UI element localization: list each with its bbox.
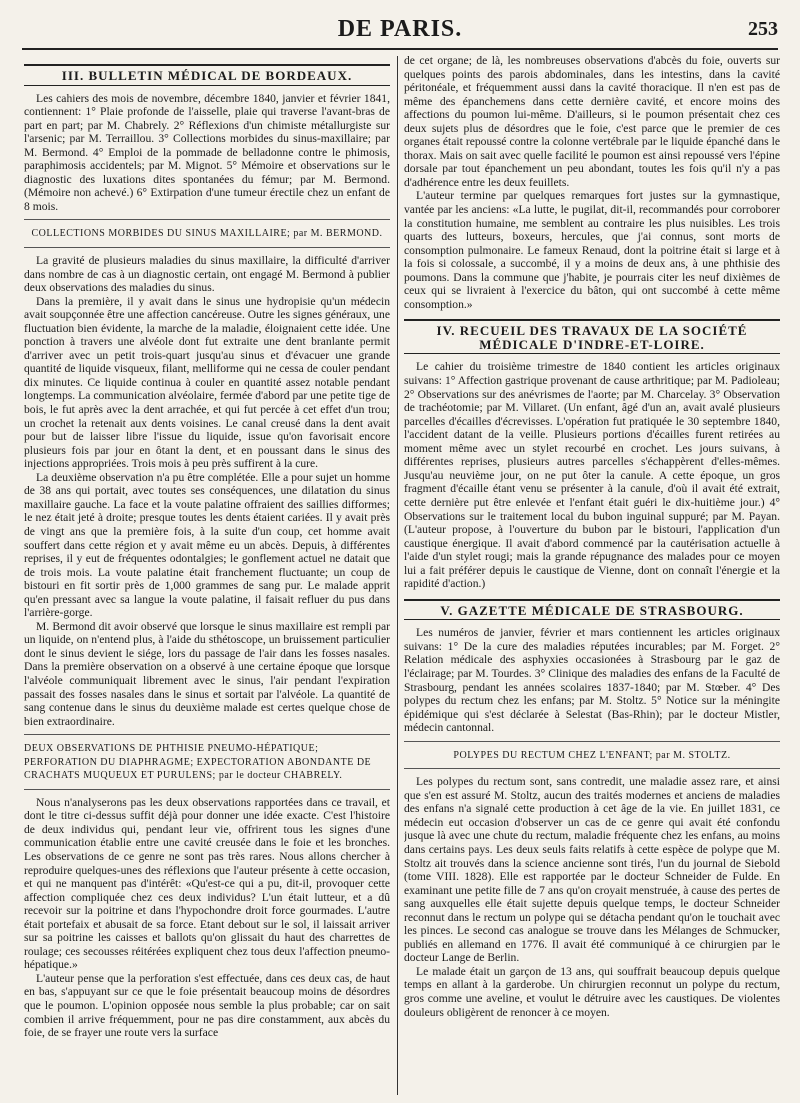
section-title-indre-et-loire: IV. RECUEIL DES TRAVAUX DE LA SOCIÉTÉ MÉDICALE D'INDRE-ET-LOIRE. (404, 319, 780, 354)
paragraph: Les cahiers des mois de novembre, décembre 1840, janvier et février 1841, contiennent: 1° Plaie profonde de l'aisselle, plaie qui traverse l'avant-bras de part en part; par M. Chabrely. 2° Réflexions d'un chimiste métallurgiste sur l'arsenic; par M. Terraillou. 3° Collections morbides du sinus-maxillaire; par M. Bermond. 4° Emploi de la pommade de belladonne contre le phimosis, paraphimosis accidentels; par M. Mignot. 5° Mémoire et observations sur le diagnostic des luxations dites spontanées du fémur; par M. Bermond. (Mémoire non achevé.) 6° Extirpation d'une tumeur érectile chez un enfant de 8 mois. (24, 91, 390, 213)
subheading-phthisie: DEUX OBSERVATIONS DE PHTHISIE PNEUMO-HÉPATIQUE; PERFORATION DU DIAPHRAGME; EXPECTORATION ABONDANTE DE CRACHATS MUQUEUX ET PURULENS; par le docteur CHABRELY. (24, 743, 372, 782)
running-title: DE PARIS. (337, 16, 463, 42)
right-column (404, 54, 780, 1097)
divider (404, 768, 780, 769)
paragraph: M. Bermond dit avoir observé que lorsque le sinus maxillaire est rempli par un liquide, on n'entend plus, à l'aide du sthétoscope, un bruissement particulier dont le sinus devient le siége, lors du passage de l'air dans les fosses nasales. Dans la première observation on a observé à une certaine époque que lorsque l'alvéole communiquait librement avec le sinus, l'air pendant l'expiration passait des fosses nasales dans le sinus et sortait par l'alvéole. La quantité de sang contenue dans le sinus du deuxième malade est certes quelque chose de bien extraordinaire. (24, 619, 390, 728)
paragraph: L'auteur pense que la perforation s'est effectuée, dans ces deux cas, de haut en bas, s'appuyant sur ce que le foie présentait beaucoup moins de désordres que le poumon. L'opinion opposée nous semble la plus probable; car on sait combien il arrive fréquemment, pour ne pas dire constamment, aux abcès du foie, de se frayer une route vers la surface (24, 971, 390, 1040)
section-title-bordeaux: III. BULLETIN MÉDICAL DE BORDEAUX. (24, 64, 390, 86)
paragraph: Dans la première, il y avait dans le sinus une hydropisie qu'un médecin avait soupçonnée être une affection cancéreuse. Outre les signes généraux, une fluctuation bien évidente, la marche de la maladie, éloignaient cette idée. Une ponction à travers une alvéole dont fut extraite une dent branlante permit d'arriver avec un petit trois-quart jusqu'au sinus et d'évacuer une grande quantité de liquide visqueux, filant, melliforme qui ne cessa de couler pendant dix minutes. Ce liquide continua à couler en quantité assez notable pendant longtemps. La communication alvéolaire, fermée d'abord par une petite tige de bois, le fut après avec la dent arrachée, et qui fut percée à cet effet d'un trou; un crochet la retenait aux dents voisines. Le canal creusé dans la dent avait pour but de laisser libre l'issue du liquide, issue qu'on favorisait encore plusieurs fois par jour en ôtant la dent, et en poussant dans le sinus des injections appropriées. Trois mois à peu près suffirent à la cure. (24, 294, 390, 471)
paragraph: de cet organe; de là, les nombreuses observations d'abcès du foie, ouverts sur quelques points des parois abdominales, dans les intestins, dans la cavité péritonéale, et fréquemment aussi dans la cavité thoracique. Il n'en est pas de même des épanchemens dans cette dernière cavité, et encore moins des affections du poumon lui-même. D'ailleurs, si le poumon présentait chez ces deux sujets plus de désordres que le foie, c'est parce que le premier de ces organes était repoussé contre la colonne vertébrale par le liquide épanché dans le thorax. Mais on sait avec quelle facilité le poumon est ainsi repoussé vers l'épine dorsale par tout épanchement un peu abondant, toutes les fois qu'il n'y a pas d'adhérence entre les deux feuillets. (404, 54, 780, 189)
page-number: 253 (748, 18, 778, 40)
subheading-sinus: COLLECTIONS MORBIDES DU SINUS MAXILLAIRE; par M. BERMOND. (31, 228, 383, 240)
divider (24, 219, 390, 220)
divider (404, 741, 780, 742)
paragraph: Les polypes du rectum sont, sans contredit, une maladie assez rare, et ainsi que s'en est assuré M. Stoltz, aucun des traités modernes et anciens de maladies des enfans n'a signalé cette production à cet âge de la vie. En juillet 1831, ce médecin eut occasion d'observer un cas de ce genre qui avait été confondu jusque là avec une chute du rectum, maladie fréquente chez les enfans, au moins dans certains pays. Les deux seuls faits relatifs à cette espèce de polype que M. Stoltz ait trouvés dans la science ancienne sont tirés, l'un du journal de Siebold (tome VIII. 1828). Elle est rapportée par le docteur Schneider de Fulde. En examinant une petite fille de 7 ans qu'on croyait menstruée, à cause des pertes de sang auxquelles elle était sujette depuis quelque temps, le docteur Schneider reconnut dans le rectum un polype qui se détacha pendant qu'on le touchait avec les pinces. Le second cas analogue se trouve dans les Mélanges de Schmucker, publiés en allemand en 1776. Il avait été communiqué à ce chirurgien par le docteur Lange de Berlin. (404, 775, 780, 965)
divider (24, 734, 390, 735)
paragraph: Les numéros de janvier, février et mars contiennent les articles originaux suivans: 1° De la cure des maladies réputées incurables; par M. Forget. 2° Relation médicale des asphyxies occasionées à Strasbourg par le gaz de l'éclairage; par M. Tourdes. 3° Clinique des maladies des enfans de la Faculté de Strasbourg, pendant les années scolaires 1837-1840; par M. Stœber. 4° Des polypes du rectum chez les enfans; par M. Stoltz. 5° Notice sur la méningite épidémique qui s'est déclarée à Selestat (Bas-Rhin); par le docteur Mistler, médecin cantonnal. (404, 626, 780, 735)
paragraph: Le cahier du troisième trimestre de 1840 contient les articles originaux suivans: 1° Affection gastrique provenant de cause arthritique; par M. Padioleau; 2° Observations sur des anévrismes de l'aorte; par M. Charcelay. 3° Observation de trachéotomie; par M. Villaret. (Un enfant, âgé d'un an, avait avalé plusieurs parcelles d'écailles d'écrevisses. L'opération fut pratiquée le 30 septembre 1840, l'accident datant de la veille. Plusieurs portions d'écailles furent retirées au moment même avec un stylet recourbé en crochet. Les jours suivans, à différentes reprises, plusieurs autres parcelles s'échappèrent d'elles-mêmes. Jusqu'au neuvième jour, on ne put ôter la canule. A cette époque, un gros fragment d'écaille étant venu se présenter à la canule, d'où il avait été extrait, cette dernière put être enlevée et l'enfant était guéri le dix-huitième jour.) 4° Observations sur le traitement local du bubon inguinal suppuré; par M. Payan. (L'auteur propose, à l'ouverture du bubon par le bistouri, l'application d'un caustique énergique. Il avait d'abord commencé par la cautérisation actuelle à l'aide d'un stylet rougi; mais la grande répugnance des malades pour ce moyen lui a fait préférer depuis le caustique de Vienne, dont on connaît l'énergie et la rapidité d'action.) (404, 360, 780, 591)
paragraph: L'auteur termine par quelques remarques fort justes sur la gymnastique, vantée par les anciens: «La lutte, le pugilat, dit-il, recommandés pour corroborer la constitution humaine, me semblent au contraire les plus nuisibles. Les trois quarts des lutteurs, boxeurs, hercules, que j'ai connus, sont morts de consomption pulmonaire. Le fameux Renaud, dont la poitrine était si large et à la fois si colossale, a succombé, il y a moins de deux ans, à une phthisie des poumons. Dans la commune que j'habite, je pourrais citer les neuf dixièmes de ceux qui se livraient à l'exercice du bâton, qui ont succombé à cette même consomption.» (404, 189, 780, 311)
subheading-polypes: POLYPES DU RECTUM CHEZ L'ENFANT; par M. STOLTZ. (453, 749, 731, 761)
paragraph: Le malade était un garçon de 13 ans, qui souffrait beaucoup depuis quelque temps en allant à la garderobe. Un chirurgien reconnut un polype du rectum, gros comme une aveline, et voulut le détruire avec les caustiques. De violentes douleurs obligèrent de renoncer à ce moyen. (404, 964, 780, 1019)
divider (24, 247, 390, 248)
column-divider (397, 56, 398, 1095)
section-title-strasbourg: V. GAZETTE MÉDICALE DE STRASBOURG. (404, 599, 780, 621)
page-header (22, 14, 778, 50)
left-column (24, 56, 390, 1097)
divider (24, 789, 390, 790)
paragraph: La gravité de plusieurs maladies du sinus maxillaire, la difficulté d'arriver dans nombre de cas à un diagnostic certain, ont engagé M. Bermond à publier deux observations des maladies du sinus. (24, 254, 390, 295)
paragraph: La deuxième observation n'a pu être complétée. Elle a pour sujet un homme de 38 ans qui portait, avec toutes ses conséquences, une dilatation du sinus maxillaire gauche. La face et la voute palatine offraient des saillies difformes; le nez était jeté à droite; presque toutes les dents étaient cariées. Il y avait près de vingt ans que la première fois, à la suite d'un coup, cet homme avait souffert dans cette région et y avait même eu un abcès. Depuis, à différentes reprises, il y eut de fréquentes odontalgies; le gonflement actuel ne datait que de trois mois. La voute palatine était franchement fluctuante; un coup de bistouri en fit sortir près de 1,000 grammes de sang pur. Le malade apprit qu'en pressant avec sa langue la voute palatine, il faisait refluer du pus dans l'arrière-gorge. (24, 470, 390, 620)
paragraph: Nous n'analyserons pas les deux observations rapportées dans ce travail, et dont le titre ci-dessus suffit déjà pour donner une idée exacte. C'est l'histoire de deux individus qui, pendant leur vie, offrirent tous les signes d'une communication établie entre une cavité creusée dans le foie et les bronches. Les observations de ce genre ne sont pas très rares. Nous allons chercher à reproduire quelques-unes des réflexions que l'auteur présente à cette occasion, et qui ne manquent pas d'intérêt: «Qu'est-ce qui a pu, dit-il, provoquer cette affection compliquée chez ces deux individus? L'un était lutteur, et a dû recevoir sur la poitrine et dans l'hypochondre droit force gourmades. L'autre était portefaix et abusait de sa force. Etant debout sur le sol, il laissait arriver sur sa poitrine les caisses et ballots qu'on glissait du haut des charrettes de roulage; ces secousses réitérées expliquent chez tous deux l'affection pneumo-hépatique.» (24, 795, 390, 972)
